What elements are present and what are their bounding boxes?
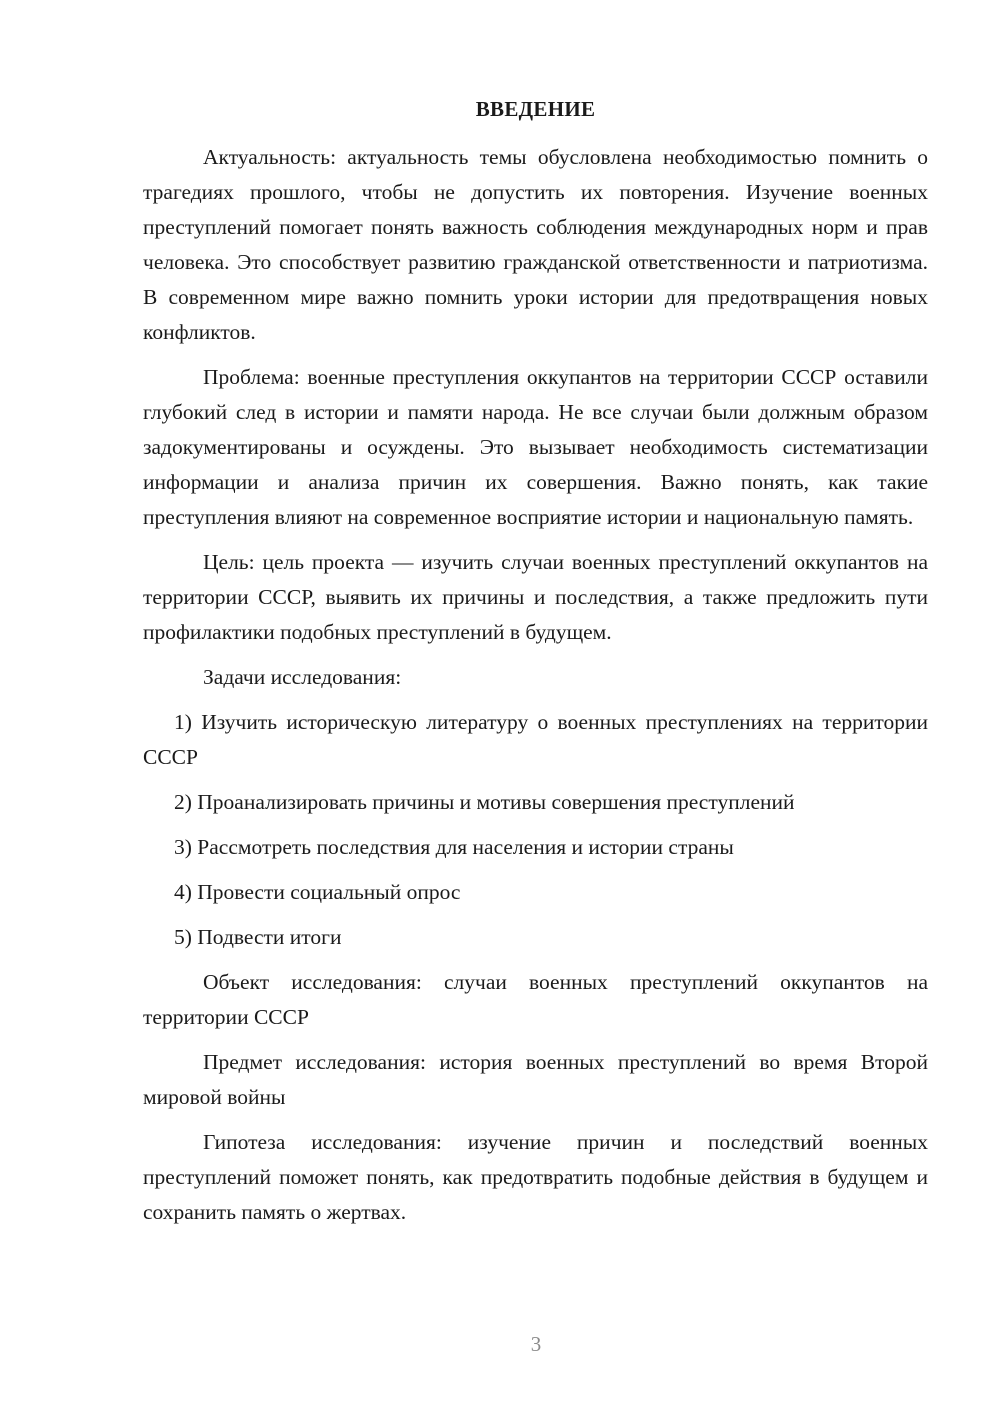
paragraph-object: Объект исследования: случаи военных преступлений оккупантов на территории СССР (143, 970, 928, 1029)
paragraph-hypothesis: Гипотеза исследования: изучение причин и последствий военных преступлений поможет понять, как предотвратить подобные действия в будущем и сохранить память о жертвах. (143, 1130, 928, 1224)
list-item: 5) Подвести итоги (174, 925, 342, 949)
list-item: 3) Рассмотреть последствия для населения и истории страны (174, 835, 734, 859)
paragraph-problem: Проблема: военные преступления оккупантов на территории СССР оставили глубокий след в истории и памяти народа. Не все случаи были должным образом задокументированы и осуждены. Это вызывает необходимость систематизации информации и анализа причин их совершения. Важно понять, как такие преступления влияют на современное восприятие истории и национальную память. (143, 365, 928, 529)
list-item: 1) Изучить историческую литературу о военных преступлениях на территории СССР (143, 710, 928, 769)
paragraph-goal: Цель: цель проекта — изучить случаи военных преступлений оккупантов на территории СССР, выявить их причины и последствия, а также предложить пути профилактики подобных преступлений в будущем. (143, 550, 928, 644)
tasks-list (143, 705, 928, 955)
list-item: 4) Провести социальный опрос (174, 880, 461, 904)
paragraph-relevance: Актуальность: актуальность темы обусловлена необходимостью помнить о трагедиях прошлого, чтобы не допустить их повторения. Изучение военных преступлений помогает понять важность соблюдения международных норм и прав человека. Это способствует развитию гражданской ответственности и патриотизма. В современном мире важно помнить уроки истории для предотвращения новых конфликтов. (143, 145, 928, 344)
paragraph-subject: Предмет исследования: история военных преступлений во время Второй мировой войны (143, 1050, 928, 1109)
page-title: ВВЕДЕНИЕ (475, 97, 596, 121)
list-item: 2) Проанализировать причины и мотивы совершения преступлений (174, 790, 795, 814)
page-number: 3 (530, 1332, 542, 1356)
tasks-heading: Задачи исследования: (203, 665, 402, 689)
document-page (143, 92, 928, 1240)
